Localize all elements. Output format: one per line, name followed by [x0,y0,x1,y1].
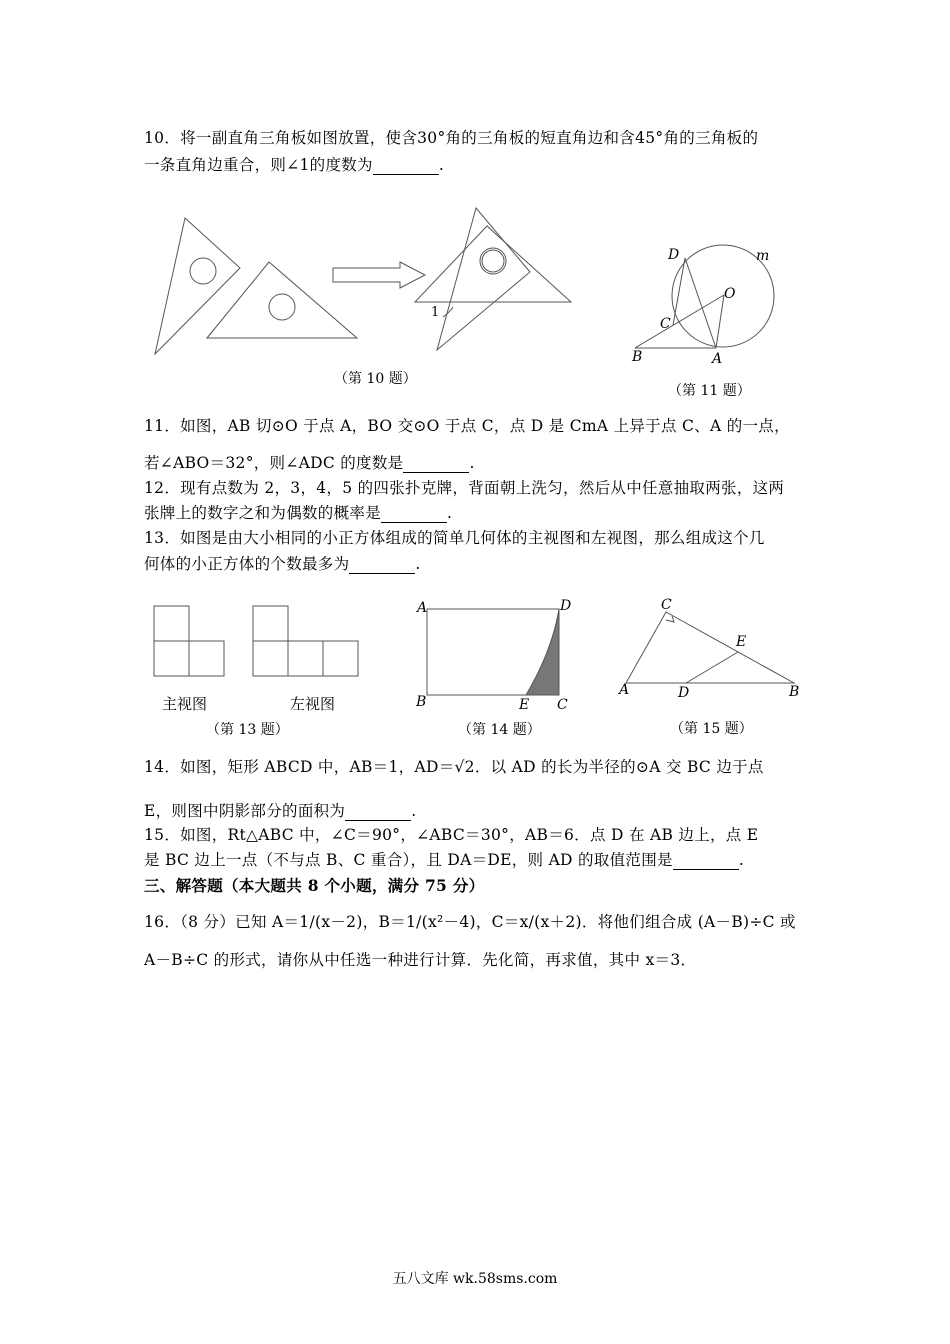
hole-circle [480,248,506,274]
hole-circle [269,294,295,320]
q14-line1: 14．如图，矩形 ABCD 中，AB＝1，AD＝√2．以 AD 的长为半径的⊙A 交 BC 边于点 [144,758,764,776]
answer-blank [345,806,411,821]
point-label: m [756,248,770,264]
angle-label-1: 1 [431,305,440,320]
point-label: B [416,694,427,710]
point-label: E [736,634,747,650]
q12-line1: 12．现有点数为 2，3，4，5 的四张扑克牌，背面朝上洗匀，然后从中任意抽取两张，这两 [144,479,785,497]
figure-13-front-view [153,605,228,677]
point-label: A [619,682,630,698]
caption-fig13: （第 13 题） [206,722,289,738]
answer-blank [381,508,447,523]
q11-line1: 11．如图，AB 切⊙O 于点 A，BO 交⊙O 于点 C，点 D 是 CmA 上异于点 C、A 的一点， [144,417,790,435]
left-view-label: 左视图 [290,695,336,713]
caption-fig11: （第 11 题） [668,383,751,399]
hole-circle [482,250,504,272]
q16-line1: 16．（8 分）已知 A＝1/(x－2)，B＝1/(x²－4)，C＝x/(x＋2)．将他们组合成 (A－B)÷C 或 [144,913,796,931]
answer-blank [403,458,469,473]
q13-line2: 何体的小正方体的个数最多为 . [144,555,421,573]
point-label: O [724,286,736,302]
point-label: D [560,598,572,614]
answer-blank [673,855,739,870]
shaded-region [526,609,559,695]
answer-blank [349,559,415,574]
q12-line2: 张牌上的数字之和为偶数的概率是 . [144,504,453,522]
triangle-45 [207,262,357,338]
caption-fig14: （第 14 题） [458,722,541,738]
section-title: 三、解答题（本大题共 8 个小题，满分 75 分） [144,876,485,895]
point-label: B [789,684,800,700]
point-label: D [668,247,680,263]
q15-line1: 15．如图，Rt△ABC 中，∠C＝90°，∠ABC＝30°，AB＝6．点 D 在 AB 边上，点 E [144,826,759,844]
figure-10 [150,206,580,366]
point-label: C [660,316,671,332]
point-label: A [417,600,428,616]
figure-13-left-view [252,605,364,677]
q10-line1: 10．将一副直角三角板如图放置，使含30°角的三角板的短直角边和含45°角的三角板的 [144,129,759,147]
figure-15 [624,610,804,685]
point-label: D [678,685,690,701]
q11-line2: 若∠ABO＝32°，则∠ADC 的度数是 . [144,454,475,472]
footer: 五八文库 wk.58sms.com [392,1271,558,1287]
point-label: A [712,351,723,367]
caption-fig10: （第 10 题） [334,371,417,387]
q13-line1: 13．如图是由大小相同的小正方体组成的简单几何体的主视图和左视图，那么组成这个几 [144,529,765,547]
point-label: E [519,697,530,713]
answer-blank [373,160,439,175]
hole-circle [190,258,216,284]
q14-line2: E，则图中阴影部分的面积为 . [144,802,417,820]
point-label: C [661,597,672,613]
point-label: B [632,349,643,365]
figure-14 [426,606,566,698]
q16-line2: A－B÷C 的形式，请你从中任选一种进行计算．先化简，再求值，其中 x＝3． [144,951,697,969]
triangle-30 [155,218,240,354]
triangle-45-overlaid [415,226,571,302]
point-label: C [557,697,568,713]
q15-line2: 是 BC 边上一点（不与点 B、C 重合），且 DA＝DE，则 AD 的取值范围是 . [144,851,745,869]
front-view-label: 主视图 [162,695,208,713]
caption-fig15: （第 15 题） [670,721,753,737]
arrow-shape [333,262,425,288]
q10-line2: 一条直角边重合，则∠1的度数为 . [144,156,445,174]
